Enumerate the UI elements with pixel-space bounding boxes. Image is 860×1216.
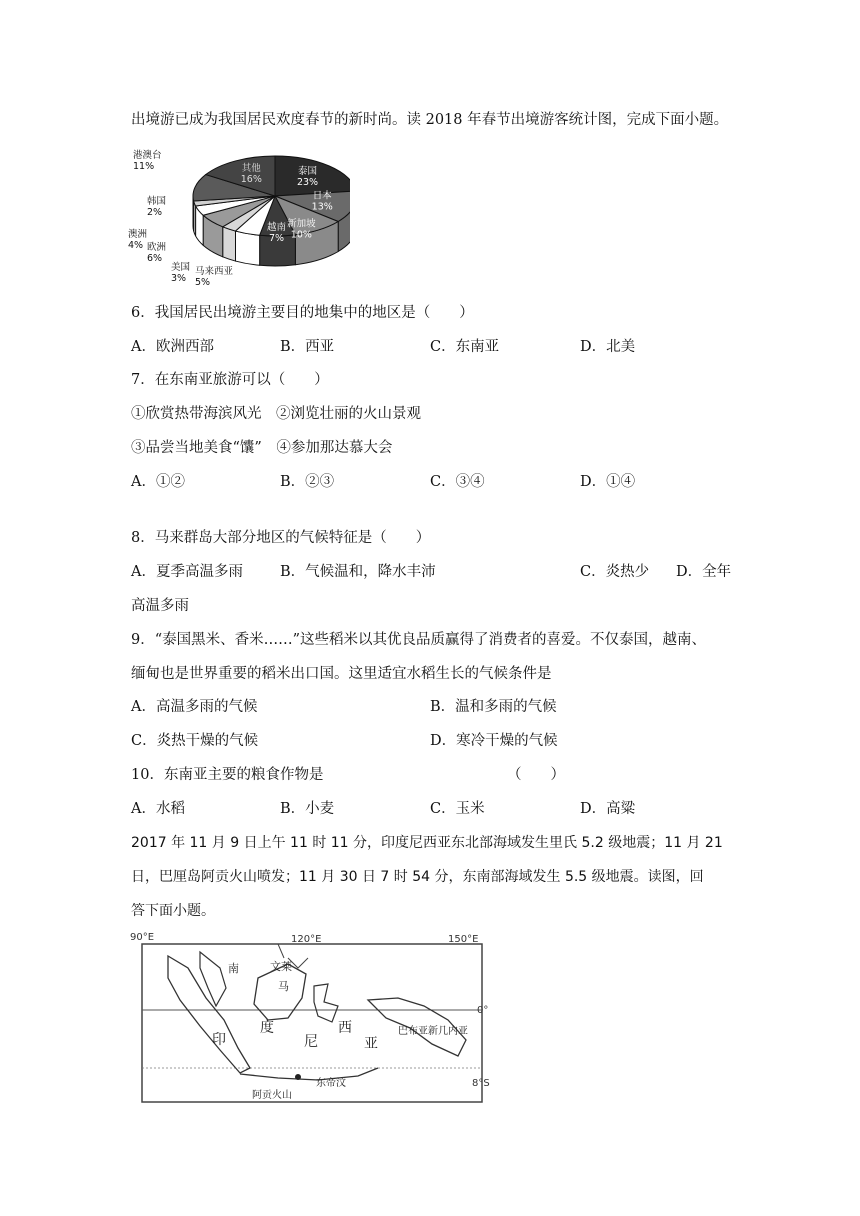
q7-option-b[interactable]: B．②③ [280,474,335,490]
map-label-ma: 马 [278,980,289,993]
pie-value-港澳台: 11% [133,161,155,172]
q9-stem-line-1: 9．“泰国黑米、香米……”这些稻米以其优良品质赢得了消费者的喜爱。不仅泰国，越南、 [131,632,707,648]
pie-label-新加坡: 新加坡 [287,218,316,230]
q10-option-b[interactable]: B．小麦 [280,801,335,817]
passage2-line-2: 日，巴厘岛阿贡火山喷发；11 月 30 日 7 时 54 分，东南部海域发生 5.5 级地震。读图，回 [131,869,704,885]
map-label-timor-leste: 东帝汶 [316,1078,346,1089]
q10-option-c[interactable]: C．玉米 [430,801,485,817]
pie-value-其他: 16% [240,173,262,185]
map-lon-label-150e: 150°E [448,934,479,945]
pie-label-越南: 越南 [267,221,287,233]
pie-label-其他: 其他 [241,162,261,174]
q9-stem-line-2: 缅甸也是世界重要的稻米出口国。这里适宜水稻生长的气候条件是 [131,666,552,682]
pie-label-澳洲: 澳洲 [128,229,148,240]
pie-value-欧洲: 6% [147,253,163,264]
agung-volcano-marker [295,1074,301,1080]
q10-option-a[interactable]: A．水稻 [131,801,185,817]
pie-value-日本: 13% [311,201,333,213]
passage2-line-3: 答下面小题。 [131,903,215,919]
pie-label-泰国: 泰国 [298,165,318,177]
q8-option-d-continuation: 高温多雨 [131,598,189,614]
q6-option-b[interactable]: B．西亚 [280,339,335,355]
pie-side-5 [235,231,259,265]
q6-stem: 6．我国居民出境游主要目的地集中的地区是（ ） [131,305,474,321]
pie-label-港澳台: 港澳台 [133,150,162,161]
map-label-ya: 亚 [364,1036,378,1052]
map-lat-label-0: 0° [477,1005,489,1016]
map-label-ni: 尼 [304,1034,318,1050]
q8-option-b[interactable]: B．气候温和，降水丰沛 [280,564,436,580]
map-label-yin: 印 [212,1032,226,1048]
q7-stem: 7．在东南亚旅游可以（ ） [131,372,329,388]
q9-option-c[interactable]: C．炎热干燥的气候 [131,733,259,749]
pie-label-韩国: 韩国 [147,196,167,207]
pie-value-美国: 3% [171,273,187,284]
q7-option-c[interactable]: C．③④ [430,474,485,490]
q10-stem: 10．东南亚主要的粮食作物是 [131,767,324,783]
pie-value-越南: 7% [269,232,285,244]
southeast-asia-map [128,928,490,1108]
map-lon-label-120e: 120°E [291,934,322,945]
pie-label-美国: 美国 [171,262,191,273]
intro-text: 出境游已成为我国居民欢度春节的新时尚。读 2018 年春节出境游客统计图，完成下面小题。 [131,112,729,128]
pie-label-马来西亚: 马来西亚 [195,266,234,277]
q6-option-a[interactable]: A．欧洲西部 [131,339,214,355]
map-lat-label-8s: 8°S [472,1078,490,1089]
map-label-xi: 西 [338,1020,352,1036]
pie-value-澳洲: 4% [128,240,144,251]
q9-option-b[interactable]: B．温和多雨的气候 [430,699,557,715]
q9-option-d[interactable]: D．寒冷干燥的气候 [430,733,558,749]
pie-label-欧洲: 欧洲 [147,242,167,253]
q7-option-d[interactable]: D．①④ [580,474,636,490]
q10-option-d[interactable]: D．高粱 [580,801,636,817]
q6-option-c[interactable]: C．东南亚 [430,339,500,355]
map-label-nan: 南 [228,962,239,975]
map-label-png: 巴布亚新几内亚 [398,1026,468,1037]
q8-option-a[interactable]: A．夏季高温多雨 [131,564,243,580]
pie-value-马来西亚: 5% [195,277,211,288]
q8-option-d[interactable]: D．全年 [676,564,732,580]
q7-item-line-2: ③品尝当地美食“馕” ④参加那达慕大会 [131,440,393,456]
map-lon-label-90e: 90°E [130,932,155,943]
map-label-agung: 阿贡火山 [252,1090,292,1101]
pie-value-韩国: 2% [147,207,163,218]
pie-value-新加坡: 10% [290,229,312,241]
q6-option-d[interactable]: D．北美 [580,339,636,355]
outbound-tourism-pie-chart [125,138,350,298]
map-label-brunei: 文莱 [270,960,292,973]
map-label-du: 度 [260,1020,274,1036]
pie-label-日本: 日本 [312,190,332,202]
q9-option-a[interactable]: A．高温多雨的气候 [131,699,258,715]
passage2-line-1: 2017 年 11 月 9 日上午 11 时 11 分，印度尼西亚东北部海域发生里氏 5.2 级地震；11 月 21 [131,835,723,851]
q8-option-c[interactable]: C．炎热少 [580,564,650,580]
q10-answer-blank: （ ） [507,767,565,783]
q8-stem: 8．马来群岛大部分地区的气候特征是（ ） [131,530,431,546]
q7-item-line-1: ①欣赏热带海滨风光 ②浏览壮丽的火山景观 [131,406,421,422]
pie-value-泰国: 23% [296,176,319,188]
q7-option-a[interactable]: A．①② [131,474,185,490]
pie-side-6 [223,227,236,261]
